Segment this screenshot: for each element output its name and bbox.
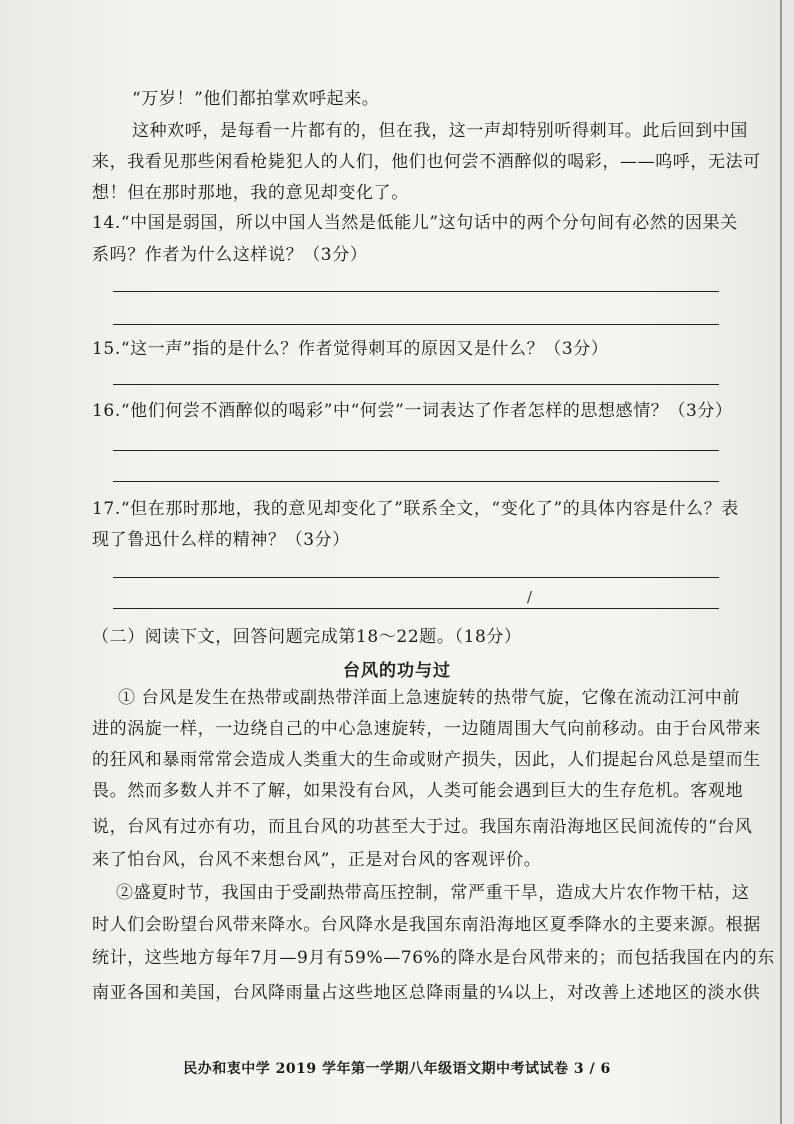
stray-pencil-mark: /	[527, 588, 533, 606]
para-1-line-3: 的狂风和暴雨常常会造成人类重大的生命或财产损失，因此，人们提起台风总是望而生	[92, 750, 761, 770]
question-14-line-2: 系吗？作者为什么这样说？（3分）	[92, 245, 368, 265]
answer-line-17b[interactable]	[113, 608, 719, 609]
section-2-heading: （二）阅读下文，回答问题完成第18～22题。（18分）	[92, 627, 522, 647]
question-16: 16.“他们何尝不酒醉似的喝彩”中“何尝”一词表达了作者怎样的思想感情？（3分）	[92, 401, 733, 421]
question-15: 15.“这一声”指的是什么？作者觉得刺耳的原因又是什么？（3分）	[92, 339, 609, 359]
answer-line-16b[interactable]	[113, 481, 719, 482]
answer-line-14a[interactable]	[113, 291, 719, 292]
para-2-line-2: 时人们会盼望台风带来降水。台风降水是我国东南沿海地区夏季降水的主要来源。根据	[92, 915, 761, 935]
para-1-line-2: 进的涡旋一样，一边绕自己的中心急速旋转，一边随周围大气向前移动。由于台风带来	[92, 719, 761, 739]
article-title: 台风的功与过	[343, 661, 451, 681]
question-17-line-2: 现了鲁迅什么样的精神？（3分）	[92, 530, 350, 550]
page-footer: 民办和衷中学 2019 学年第一学期八年级语文期中考试试卷 3 / 6	[183, 1061, 611, 1077]
question-17-line-1: 17.“但在那时那地，我的意见却变化了”联系全文，“变化了”的具体内容是什么？表	[92, 499, 739, 519]
scan-edge-line	[780, 0, 782, 1124]
para-1-line-6: 来了怕台风，台风不来想台风”，正是对台风的客观评价。	[92, 850, 542, 870]
para-1-line-4: 畏。然而多数人并不了解，如果没有台风，人类可能会遇到巨大的生存危机。客观地	[92, 781, 744, 801]
bleed-through-text	[470, 66, 740, 92]
passage-line-3: 来，我看见那些闲看枪毙犯人的人们，他们也何尝不酒醉似的喝彩，——呜呼，无法可	[92, 152, 761, 172]
para-2-line-4: 南亚各国和美国，台风降雨量占这些地区总降雨量的¼以上，对改善上述地区的淡水供	[92, 983, 761, 1003]
passage-line-1: “万岁！”他们都拍掌欢呼起来。	[132, 89, 380, 109]
passage-line-4: 想！但在那时那地，我的意见却变化了。	[92, 183, 409, 203]
para-1-line-1: ① 台风是发生在热带或副热带洋面上急速旋转的热带气旋，它像在流动江河中前	[118, 688, 741, 708]
answer-line-14b[interactable]	[113, 324, 719, 325]
para-2-line-3: 统计，这些地方每年7月—9月有59%—76%的降水是台风带来的；而包括我国在内的东	[92, 948, 775, 968]
answer-line-16a[interactable]	[113, 450, 719, 451]
answer-line-15[interactable]	[113, 384, 719, 385]
passage-line-2: 这种欢呼，是每看一片都有的，但在我，这一声却特别听得刺耳。此后回到中国	[132, 121, 748, 141]
para-2-line-1: ②盛夏时节，我国由于受副热带高压控制，常严重干旱，造成大片农作物干枯，这	[116, 883, 750, 903]
question-14-line-1: 14.“中国是弱国，所以中国人当然是低能儿”这句话中的两个分句间有必然的因果关	[92, 213, 738, 233]
answer-line-17a[interactable]	[113, 577, 719, 578]
para-1-line-5: 说，台风有过亦有功，而且台风的功甚至大于过。我国东南沿海地区民间流传的“台风	[92, 817, 753, 837]
